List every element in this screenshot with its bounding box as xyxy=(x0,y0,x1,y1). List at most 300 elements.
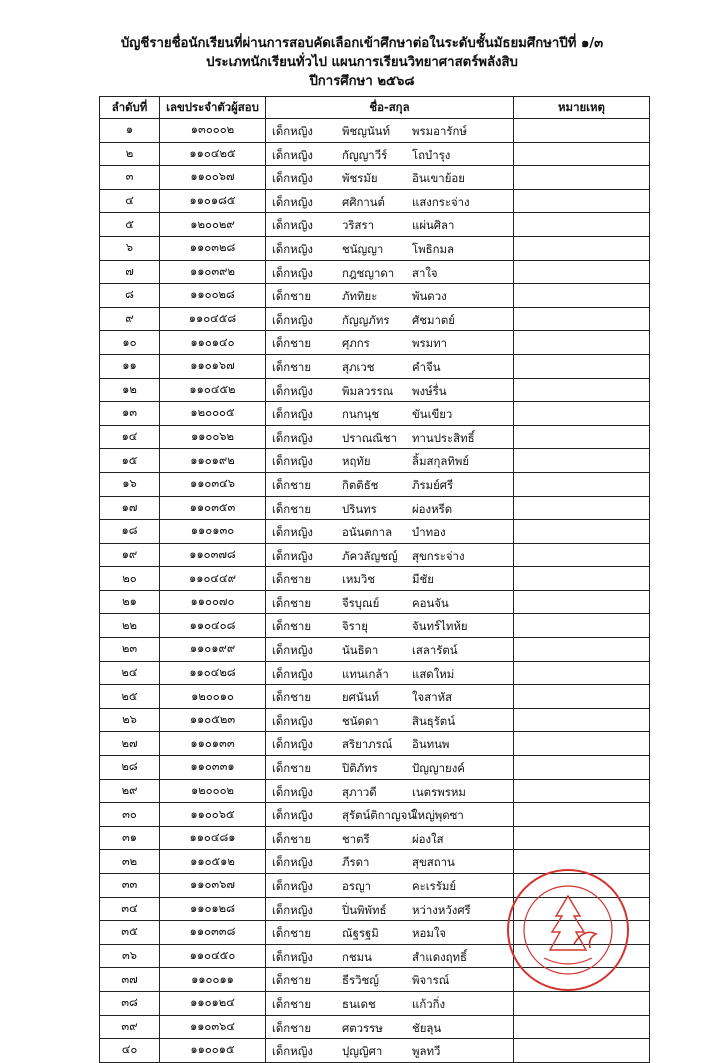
name-title: เด็กหญิง xyxy=(272,855,313,870)
first-name: ยศนันท์ xyxy=(342,690,379,705)
first-name: วริสรา xyxy=(342,218,374,233)
last-name: พรมอารักษ์ xyxy=(412,124,467,138)
row-number: ๒๗ xyxy=(100,732,160,756)
row-number: ๒๖ xyxy=(100,708,160,732)
student-name xyxy=(266,732,514,756)
first-name: อรญา xyxy=(342,879,372,893)
first-name: ภัควลัญชญ์ xyxy=(342,548,398,563)
exam-id: ๑๒๐๐๐๒ xyxy=(160,779,266,803)
note-cell xyxy=(514,638,650,662)
exam-id: ๑๑๐๔๕๒ xyxy=(160,378,266,402)
name-title: เด็กชาย xyxy=(272,973,311,988)
student-name xyxy=(266,260,514,284)
first-name: สุภเวช xyxy=(342,359,375,374)
note-cell xyxy=(514,472,650,496)
exam-id: ๑๑๐๑๒๔ xyxy=(160,991,266,1015)
name-title: เด็กชาย xyxy=(272,926,311,941)
exam-id: ๑๑๐๐๖๕ xyxy=(160,803,266,827)
first-name: พิชญนันท์ xyxy=(342,124,391,138)
table-row xyxy=(100,402,650,426)
last-name: เนตรพรหม xyxy=(412,784,466,799)
row-number: ๙ xyxy=(100,307,160,331)
header-name: ชื่อ-สกุล xyxy=(266,97,514,119)
name-title: เด็กหญิง xyxy=(272,737,313,752)
exam-id: ๑๑๐๓๓๑ xyxy=(160,756,266,780)
student-name xyxy=(266,354,514,378)
school-seal-stamp xyxy=(504,866,632,994)
student-name xyxy=(266,189,514,213)
note-cell xyxy=(514,661,650,685)
student-name xyxy=(266,331,514,355)
note-cell xyxy=(514,142,650,166)
first-name: กนกนุช xyxy=(342,407,380,422)
last-name: ศัชมาตย์ xyxy=(412,312,455,327)
last-name: สาใจ xyxy=(412,265,438,280)
student-name xyxy=(266,425,514,449)
table-row xyxy=(100,472,650,496)
row-number: ๒๓ xyxy=(100,638,160,662)
note-cell xyxy=(514,779,650,803)
first-name: ชนัญญา xyxy=(342,241,384,256)
first-name: สุภาวดี xyxy=(342,784,377,799)
row-number: ๑๔ xyxy=(100,425,160,449)
last-name: สินธุรัตน์ xyxy=(412,713,455,728)
exam-id: ๑๑๐๔๕๐ xyxy=(160,944,266,968)
first-name: จีรบุณย์ xyxy=(342,595,380,610)
note-cell xyxy=(514,614,650,638)
exam-id: ๑๑๐๓๒๘ xyxy=(160,236,266,260)
last-name: แผ่นศิลา xyxy=(412,218,455,233)
table-row xyxy=(100,1015,650,1039)
first-name: ภัททิยะ xyxy=(342,289,378,304)
last-name: หว่างหวังศรี xyxy=(412,902,471,917)
table-row xyxy=(100,378,650,402)
name-title: เด็กหญิง xyxy=(272,949,313,964)
note-cell xyxy=(514,189,650,213)
header-note: หมายเหตุ xyxy=(514,97,650,119)
student-name xyxy=(266,897,514,921)
row-number: ๓๗ xyxy=(100,968,160,992)
last-name: ขันเขียว xyxy=(412,407,453,422)
row-number: ๔ xyxy=(100,189,160,213)
name-title: เด็กหญิง xyxy=(272,902,313,917)
last-name: จันทร์ไทห้ย xyxy=(412,619,468,634)
row-number: ๔๐ xyxy=(100,1039,160,1063)
exam-id: ๑๓๐๐๐๒ xyxy=(160,119,266,143)
last-name: พงษ์รื่น xyxy=(412,383,447,398)
name-title: เด็กชาย xyxy=(272,572,311,587)
student-name xyxy=(266,590,514,614)
note-cell xyxy=(514,119,650,143)
name-title: เด็กหญิง xyxy=(272,218,313,233)
note-cell xyxy=(514,543,650,567)
student-name xyxy=(266,166,514,190)
exam-id: ๑๑๐๓๕๓ xyxy=(160,496,266,520)
first-name: สริยาภรณ์ xyxy=(342,737,393,752)
note-cell xyxy=(514,1039,650,1063)
exam-id: ๑๑๐๑๓๐ xyxy=(160,520,266,544)
row-number: ๓๘ xyxy=(100,991,160,1015)
note-cell xyxy=(514,803,650,827)
name-title: เด็กชาย xyxy=(272,336,311,351)
last-name: ปัญญายงค์ xyxy=(412,761,465,776)
first-name: กฎชญาดา xyxy=(342,265,395,280)
first-name: ปิ่นพิพัทธ์ xyxy=(342,902,387,917)
first-name: ชนัดดา xyxy=(342,713,379,728)
row-number: ๑๙ xyxy=(100,543,160,567)
note-cell xyxy=(514,166,650,190)
first-name: กัญญาวีร์ xyxy=(342,147,388,162)
exam-id: ๑๑๐๐๖๗ xyxy=(160,166,266,190)
row-number: ๓๐ xyxy=(100,803,160,827)
first-name: ปราณณิชา xyxy=(342,430,398,445)
student-name xyxy=(266,213,514,237)
row-number: ๒๑ xyxy=(100,590,160,614)
first-name: กัญญภัทร xyxy=(342,312,390,327)
table-row xyxy=(100,307,650,331)
name-title: เด็กหญิง xyxy=(272,666,313,681)
last-name: ใจสาหัส xyxy=(412,690,453,705)
last-name: แสดใหม่ xyxy=(412,666,455,681)
exam-id: ๑๑๐๓๙๒ xyxy=(160,260,266,284)
last-name: คะเรรัมย์ xyxy=(412,879,457,893)
row-number: ๒๙ xyxy=(100,779,160,803)
name-title: เด็กหญิง xyxy=(272,1044,313,1059)
last-name: ทานประสิทธิ์ xyxy=(412,430,475,445)
name-title: เด็กชาย xyxy=(272,477,311,492)
row-number: ๗ xyxy=(100,260,160,284)
first-name: ณัฐรฐมิ xyxy=(342,926,379,941)
name-title: เด็กหญิง xyxy=(272,194,313,209)
row-number: ๓๙ xyxy=(100,1015,160,1039)
row-number: ๖ xyxy=(100,236,160,260)
note-cell xyxy=(514,567,650,591)
name-title: เด็กหญิง xyxy=(272,171,313,186)
header-title-line: บัญชีรายชื่อนักเรียนที่ผ่านการสอบคัดเลือกเข้าศึกษาต่อในระดับชั้นมัธยมศึกษาปีที่ ๑/๓ xyxy=(120,36,604,51)
note-cell xyxy=(514,496,650,520)
exam-id: ๑๑๐๑๖๗ xyxy=(160,354,266,378)
note-cell xyxy=(514,331,650,355)
student-name xyxy=(266,378,514,402)
name-title: เด็กชาย xyxy=(272,996,311,1011)
note-cell xyxy=(514,307,650,331)
first-name: พิมลวรรณ xyxy=(342,383,394,398)
exam-id: ๑๑๐๕๒๓ xyxy=(160,708,266,732)
row-number: ๒๘ xyxy=(100,756,160,780)
exam-id: ๑๑๐๓๖๔ xyxy=(160,1015,266,1039)
row-number: ๓๒ xyxy=(100,850,160,874)
first-name: ศุภกร xyxy=(342,336,370,351)
student-name xyxy=(266,142,514,166)
exam-id: ๑๑๐๐๖๒ xyxy=(160,425,266,449)
row-number: ๓๖ xyxy=(100,944,160,968)
student-name xyxy=(266,284,514,308)
student-name xyxy=(266,1039,514,1063)
name-title: เด็กชาย xyxy=(272,761,311,776)
last-name: คอนจัน xyxy=(412,595,449,610)
note-cell xyxy=(514,590,650,614)
first-name: นันธิดา xyxy=(342,643,379,658)
header-exam-id: เลขประจำตัวผู้สอบ xyxy=(160,97,266,119)
name-title: เด็กชาย xyxy=(272,690,311,705)
row-number: ๑ xyxy=(100,119,160,143)
name-title: เด็กหญิง xyxy=(272,525,313,540)
table-row xyxy=(100,638,650,662)
exam-id: ๑๒๐๐๒๙ xyxy=(160,213,266,237)
student-name xyxy=(266,991,514,1015)
header-subtitle-line: ประเภทนักเรียนทั่วไป แผนการเรียนวิทยาศาสตร์พลังสิบ xyxy=(206,55,518,70)
student-name xyxy=(266,567,514,591)
last-name: ผ่องใส xyxy=(412,831,444,846)
first-name: ปิติภัทร xyxy=(342,761,378,776)
note-cell xyxy=(514,425,650,449)
first-name: กชมน xyxy=(342,949,372,964)
note-cell xyxy=(514,284,650,308)
table-row xyxy=(100,260,650,284)
last-name: ลิ้มสกุลทิพย์ xyxy=(412,454,470,469)
table-row xyxy=(100,449,650,473)
last-name: ใหญ่พุดซา xyxy=(412,808,464,823)
note-cell xyxy=(514,520,650,544)
note-cell xyxy=(514,402,650,426)
row-number: ๓๓ xyxy=(100,874,160,898)
table-row xyxy=(100,425,650,449)
first-name: แทนเกล้า xyxy=(342,666,389,681)
student-name xyxy=(266,803,514,827)
row-number: ๒๐ xyxy=(100,567,160,591)
table-row xyxy=(100,567,650,591)
student-name xyxy=(266,944,514,968)
table-row xyxy=(100,1039,650,1063)
last-name: แสงกระจ่าง xyxy=(412,194,470,209)
student-name xyxy=(266,236,514,260)
exam-id: ๑๑๐๔๔๙ xyxy=(160,567,266,591)
student-name xyxy=(266,779,514,803)
exam-id: ๑๑๐๑๔๐ xyxy=(160,331,266,355)
note-cell xyxy=(514,1015,650,1039)
row-number: ๒๕ xyxy=(100,685,160,709)
table-row xyxy=(100,826,650,850)
first-name: ปรินทร xyxy=(342,501,377,516)
table-row xyxy=(100,496,650,520)
note-cell xyxy=(514,260,650,284)
name-title: เด็กชาย xyxy=(272,501,311,516)
note-cell xyxy=(514,685,650,709)
first-name: อนันตกาล xyxy=(342,525,393,540)
note-cell xyxy=(514,756,650,780)
first-name: พัชรมัย xyxy=(342,171,378,186)
table-row xyxy=(100,142,650,166)
table-row xyxy=(100,543,650,567)
exam-id: ๑๒๐๐๐๕ xyxy=(160,402,266,426)
exam-id: ๑๑๐๑๓๓ xyxy=(160,732,266,756)
table-row xyxy=(100,166,650,190)
student-name xyxy=(266,661,514,685)
name-title: เด็กชาย xyxy=(272,595,311,610)
exam-id: ๑๑๐๑๙๒ xyxy=(160,449,266,473)
name-title: เด็กชาย xyxy=(272,831,311,846)
table-row xyxy=(100,708,650,732)
first-name: หฤทัย xyxy=(342,454,371,469)
row-number: ๓๕ xyxy=(100,921,160,945)
student-name xyxy=(266,826,514,850)
exam-id: ๑๑๐๔๕๘ xyxy=(160,307,266,331)
name-title: เด็กหญิง xyxy=(272,147,313,162)
last-name: บำทอง xyxy=(412,525,446,540)
exam-id: ๑๑๐๓๔๖ xyxy=(160,472,266,496)
student-name xyxy=(266,685,514,709)
student-name xyxy=(266,119,514,143)
header-no: ลำดับที่ xyxy=(100,97,160,119)
last-name: หอมใจ xyxy=(412,926,447,941)
exam-id: ๑๑๐๑๘๕ xyxy=(160,189,266,213)
row-number: ๑๗ xyxy=(100,496,160,520)
note-cell xyxy=(514,708,650,732)
last-name: สุขกระจ่าง xyxy=(412,548,465,563)
first-name: ชาตรี xyxy=(342,831,370,846)
exam-id: ๑๒๐๐๑๐ xyxy=(160,685,266,709)
last-name: พิจารณ์ xyxy=(412,973,450,988)
student-name xyxy=(266,708,514,732)
name-title: เด็กชาย xyxy=(272,289,311,304)
exam-id: ๑๑๐๐๑๕ xyxy=(160,1039,266,1063)
exam-id: ๑๑๐๔๘๑ xyxy=(160,826,266,850)
student-name xyxy=(266,874,514,898)
name-title: เด็กหญิง xyxy=(272,454,313,469)
table-row xyxy=(100,284,650,308)
first-name: ศศิกานต์ xyxy=(342,194,385,209)
student-name xyxy=(266,614,514,638)
exam-id: ๑๑๐๐๑๑ xyxy=(160,968,266,992)
row-number: ๓ xyxy=(100,166,160,190)
last-name: ภิรมย์ศรี xyxy=(412,477,454,492)
last-name: มีชัย xyxy=(412,572,434,587)
student-name xyxy=(266,756,514,780)
name-title: เด็กชาย xyxy=(272,359,311,374)
row-number: ๑๒ xyxy=(100,378,160,402)
last-name: พรมทา xyxy=(412,336,448,351)
row-number: ๑๑ xyxy=(100,354,160,378)
last-name: พันดวง xyxy=(412,289,447,304)
exam-id: ๑๑๐๐๗๐ xyxy=(160,590,266,614)
name-title: เด็กหญิง xyxy=(272,265,313,280)
table-row xyxy=(100,803,650,827)
row-number: ๑๓ xyxy=(100,402,160,426)
last-name: สำแดงฤทธิ์ xyxy=(412,949,468,964)
note-cell xyxy=(514,732,650,756)
student-name xyxy=(266,638,514,662)
first-name: จิรายุ xyxy=(342,619,368,634)
name-title: เด็กหญิง xyxy=(272,241,313,256)
table-header-row xyxy=(100,97,650,119)
name-title: เด็กหญิง xyxy=(272,124,313,138)
table-row xyxy=(100,732,650,756)
table-row xyxy=(100,119,650,143)
student-name xyxy=(266,520,514,544)
table-row xyxy=(100,354,650,378)
first-name: สุรัตน์ติกาญจน์ xyxy=(342,808,416,823)
exam-id: ๑๑๐๑๒๘ xyxy=(160,897,266,921)
exam-id: ๑๑๐๔๒๘ xyxy=(160,661,266,685)
row-number: ๓๑ xyxy=(100,826,160,850)
name-title: เด็กหญิง xyxy=(272,383,313,398)
table-row xyxy=(100,189,650,213)
note-cell xyxy=(514,236,650,260)
last-name: โพธิกมล xyxy=(412,241,454,256)
first-name: ภีรดา xyxy=(342,855,370,870)
table-row xyxy=(100,331,650,355)
last-name: โถบำรุง xyxy=(412,147,451,162)
exam-id: ๑๑๐๓๗๘ xyxy=(160,543,266,567)
student-name xyxy=(266,850,514,874)
row-number: ๑๘ xyxy=(100,520,160,544)
name-title: เด็กหญิง xyxy=(272,407,313,422)
first-name: ธนเดช xyxy=(342,996,376,1011)
row-number: ๘ xyxy=(100,284,160,308)
student-name xyxy=(266,472,514,496)
table-row xyxy=(100,614,650,638)
student-name xyxy=(266,543,514,567)
note-cell xyxy=(514,826,650,850)
name-title: เด็กหญิง xyxy=(272,808,313,823)
last-name: ผ่องหรีด xyxy=(412,501,453,516)
first-name: ปุญญิศา xyxy=(342,1044,383,1059)
exam-id: ๑๑๐๔๐๘ xyxy=(160,614,266,638)
name-title: เด็กหญิง xyxy=(272,312,313,327)
last-name: พูลทวี xyxy=(412,1044,441,1059)
name-title: เด็กหญิง xyxy=(272,879,313,893)
row-number: ๒๔ xyxy=(100,661,160,685)
header-academic-year: ปีการศึกษา ๒๕๖๘ xyxy=(309,74,415,89)
table-row xyxy=(100,685,650,709)
name-title: เด็กหญิง xyxy=(272,784,313,799)
row-number: ๓๔ xyxy=(100,897,160,921)
last-name: แก้วกิ่ง xyxy=(412,996,446,1011)
table-row xyxy=(100,779,650,803)
last-name: สุขสถาน xyxy=(412,855,455,870)
row-number: ๑๖ xyxy=(100,472,160,496)
student-name xyxy=(266,496,514,520)
student-name xyxy=(266,1015,514,1039)
student-name xyxy=(266,307,514,331)
note-cell xyxy=(514,354,650,378)
exam-id: ๑๑๐๔๒๕ xyxy=(160,142,266,166)
row-number: ๑๕ xyxy=(100,449,160,473)
note-cell xyxy=(514,378,650,402)
row-number: ๕ xyxy=(100,213,160,237)
last-name: อินเขาย้อย xyxy=(412,171,465,186)
first-name: กิตติธัช xyxy=(342,477,379,492)
exam-id: ๑๑๐๓๓๘ xyxy=(160,921,266,945)
name-title: เด็กหญิง xyxy=(272,643,313,658)
note-cell xyxy=(514,213,650,237)
table-row xyxy=(100,661,650,685)
first-name: เหมวิช xyxy=(342,572,376,587)
table-row xyxy=(100,991,650,1015)
table-row xyxy=(100,213,650,237)
last-name: เสลารัตน์ xyxy=(412,643,458,658)
table-row xyxy=(100,756,650,780)
name-title: เด็กหญิง xyxy=(272,548,313,563)
table-row xyxy=(100,590,650,614)
exam-id: ๑๑๐๓๖๗ xyxy=(160,874,266,898)
note-cell xyxy=(514,991,650,1015)
last-name: อินทนพ xyxy=(412,737,450,752)
first-name: ธีรวิชญ์ xyxy=(342,973,379,988)
student-name xyxy=(266,449,514,473)
student-name xyxy=(266,402,514,426)
name-title: เด็กหญิง xyxy=(272,430,313,445)
